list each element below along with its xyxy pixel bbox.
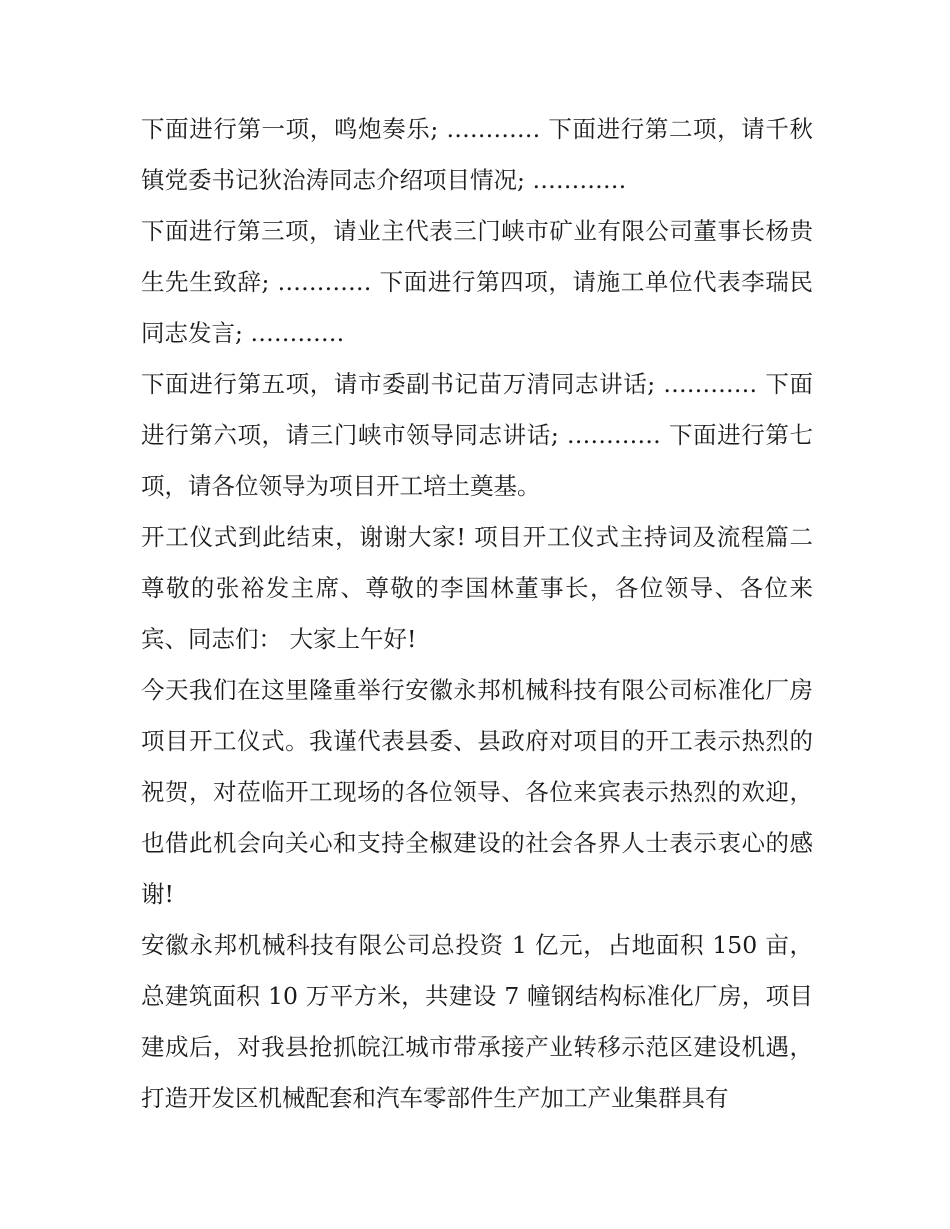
paragraph-3: 下面进行第五项，请市委副书记苗万清同志讲话; ………… 下面进行第六项，请三门峡市领导同志讲话; ………… 下面进行第七项，请各位领导为项目开工培土奠基。 [141,370,813,500]
paragraph-5: 今天我们在这里隆重举行安徽永邦机械科技有限公司标准化厂房项目开工仪式。我谨代表县委、县政府对项目的开工表示热烈的祝贺，对莅临开工现场的各位领导、各位来宾表示热烈的欢迎，也借此机会向关心和支持全椒建设的社会各界人士表示衷心的感谢! [141,676,813,908]
paragraph-6: 安徽永邦机械科技有限公司总投资 1 亿元，占地面积 150 亩，总建筑面积 10 万平方米，共建设 7 幢钢结构标准化厂房，项目建成后，对我县抢抓皖江城市带承接产业转移示范区建设机遇，打造开发区机械配套和汽车零部件生产加工产业集群具有 [141,931,813,1112]
paragraph-1: 下面进行第一项，鸣炮奏乐; ………… 下面进行第二项，请千秋镇党委书记狄治涛同志介绍项目情况; ………… [141,115,813,194]
paragraph-2: 下面进行第三项，请业主代表三门峡市矿业有限公司董事长杨贵生先生致辞; ………… 下面进行第四项，请施工单位代表李瑞民同志发言; ………… [141,217,813,347]
document-body [141,104,813,1124]
paragraph-4: 开工仪式到此结束，谢谢大家! 项目开工仪式主持词及流程篇二 尊敬的张裕发主席、尊敬的李国林董事长，各位领导、各位来宾、同志们： 大家上午好! [141,523,813,653]
